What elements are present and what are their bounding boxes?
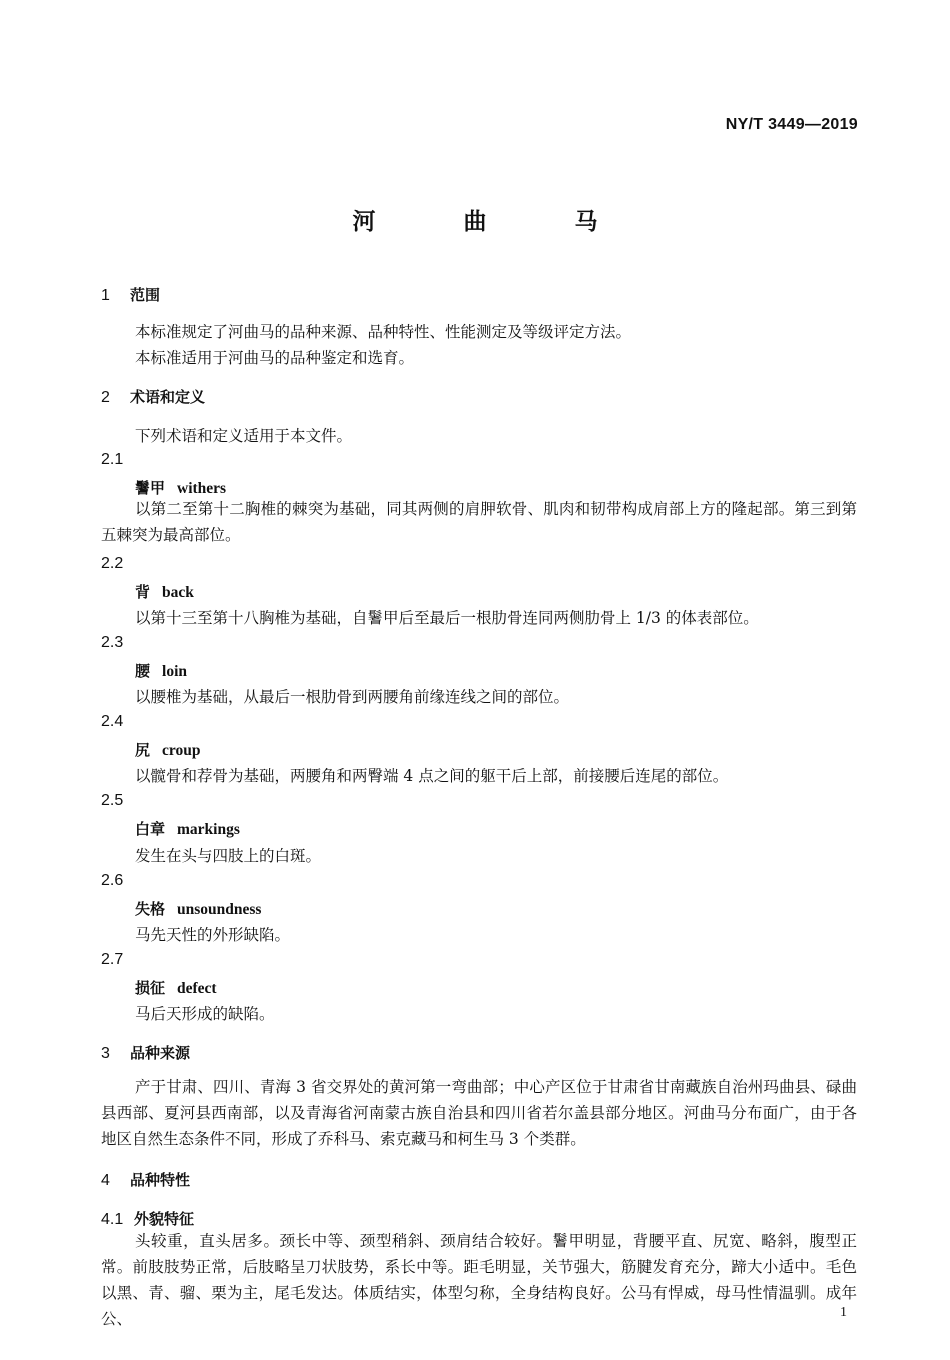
paragraph: 本标准适用于河曲马的品种鉴定和选育。 [135,349,415,367]
term-zh: 损征 [135,979,166,997]
term-en: back [162,584,194,601]
term-definition: 以腰椎为基础，从最后一根肋骨到两腰角前缘连线之间的部位。 [135,688,570,706]
term-zh: 鬐甲 [135,479,166,497]
term-number: 2.1 [101,451,124,468]
term-en: croup [162,742,201,759]
subsection-4-1-heading [101,1208,194,1229]
standard-number: NY/T 3449—2019 [725,116,858,133]
term-heading [135,898,261,919]
term-heading [135,977,217,998]
term-zh: 背 [135,583,151,601]
page-title: 河 曲 马 [352,209,638,235]
section-title: 品种来源 [130,1044,191,1062]
term-definition: 马后天形成的缺陷。 [135,1005,275,1023]
term-heading [135,477,226,498]
section-number: 2 [101,389,110,406]
paragraph: 本标准规定了河曲马的品种来源、品种特性、性能测定及等级评定方法。 [135,323,632,341]
term-number: 2.3 [101,634,124,651]
section-title: 术语和定义 [130,388,206,406]
section-number: 3 [101,1045,110,1062]
term-zh: 腰 [135,662,151,680]
section-title: 范围 [130,286,161,304]
subsection-title: 外貌特征 [134,1210,195,1228]
paragraph: 头较重，直头居多。颈长中等、颈型稍斜、颈肩结合较好。鬐甲明显，背腰平直、尻宽、略斜，腹型正常。前肢肢势正常，后肢略呈刀状肢势，系长中等。距毛明显，关节强大，筋腱发育充分，蹄大小适中。毛色以黑、青、骝、栗为主，尾毛发达。体质结实，体型匀称，全身结构良好。公马有悍威，母马性情温驯。成年公、 [101,1232,857,1328]
term-heading [135,818,240,839]
term-definition: 以髋骨和荐骨为基础，两腰角和两臀端 4 点之间的躯干后上部，前接腰后连尾的部位。 [135,767,729,785]
term-heading [135,581,194,602]
section-2-heading [101,386,205,407]
term-zh: 失格 [135,900,166,918]
term-zh: 尻 [135,741,151,759]
term-definition: 马先天性的外形缺陷。 [135,926,291,944]
term-en: defect [177,980,217,997]
term-en: loin [162,663,187,680]
term-definition: 以第十三至第十八胸椎为基础，自鬐甲后至最后一根肋骨连同两侧肋骨上 1/3 的体表部位。 [135,609,759,627]
term-number: 2.6 [101,872,124,889]
term-number: 2.5 [101,792,124,809]
section-title: 品种特性 [130,1171,191,1189]
term-definition: 以第二至第十二胸椎的棘突为基础，同其两侧的肩胛软骨、肌肉和韧带构成肩部上方的隆起部。第三到第五棘突为最高部位。 [101,500,857,544]
term-number: 2.2 [101,555,124,572]
section-number: 1 [101,287,110,304]
paragraph: 下列术语和定义适用于本文件。 [135,427,353,445]
term-heading [135,739,201,760]
term-en: markings [177,821,240,838]
term-definition: 发生在头与四肢上的白斑。 [135,847,322,865]
term-heading [135,660,187,681]
section-3-heading [101,1042,190,1063]
subsection-number: 4.1 [101,1211,124,1228]
term-number: 2.4 [101,713,124,730]
section-number: 4 [101,1172,110,1189]
page-number: 1 [840,1305,847,1320]
term-zh: 白章 [135,820,166,838]
paragraph: 产于甘肃、四川、青海 3 省交界处的黄河第一弯曲部；中心产区位于甘肃省甘南藏族自治州玛曲县、碌曲县西部、夏河县西南部，以及青海省河南蒙古族自治县和四川省若尔盖县部分地区。河曲马分布面广，由于各地区自然生态条件不同，形成了乔科马、索克藏马和柯生马 3 个类群。 [101,1078,857,1148]
term-en: unsoundness [177,901,262,918]
section-1-heading [101,284,160,305]
term-en: withers [177,480,227,497]
section-4-heading [101,1169,190,1190]
term-number: 2.7 [101,951,124,968]
